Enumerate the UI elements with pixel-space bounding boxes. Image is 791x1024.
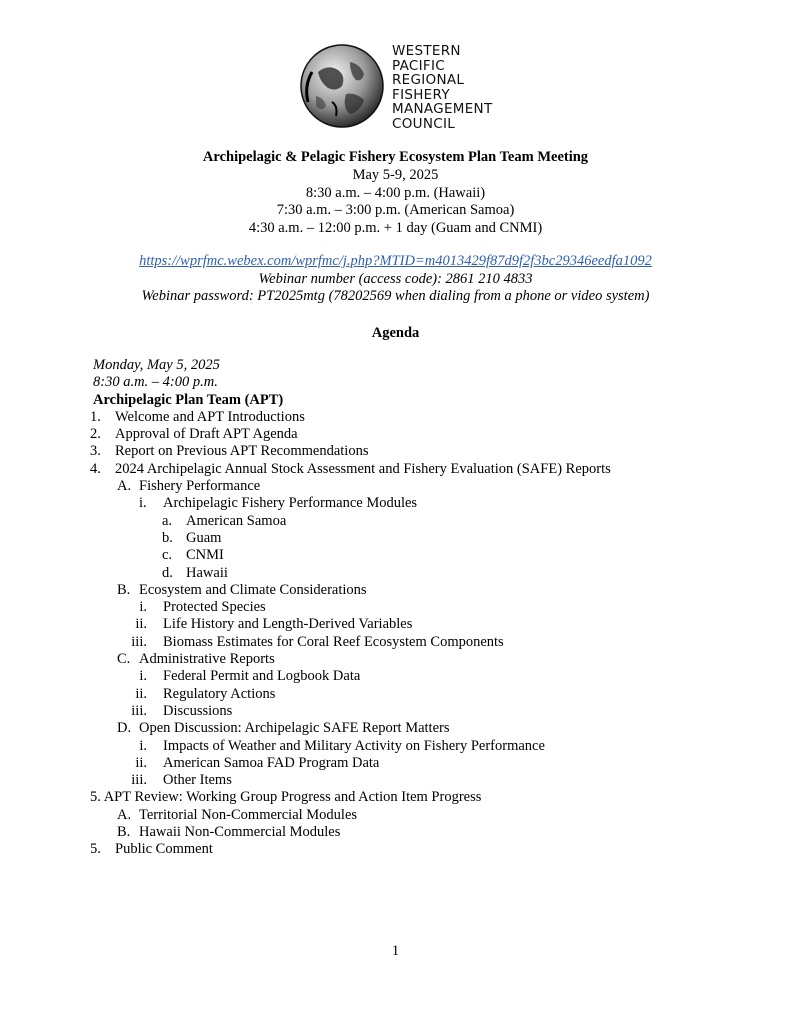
meeting-date: May 5-9, 2025 (352, 167, 439, 183)
meeting-time-american-samoa: 7:30 a.m. – 3:00 p.m. (American Samoa) (276, 202, 515, 218)
agenda-item: 1. Welcome and APT Introductions (90, 408, 305, 425)
agenda-heading: Agenda (371, 325, 420, 341)
agenda-subitem: i. Impacts of Weather and Military Activity on Fishery Performance (139, 737, 545, 754)
agenda-subitem: A. Fishery Performance (117, 478, 261, 495)
agenda-subitem: a. American Samoa (162, 512, 287, 529)
agenda-subitem: i. Federal Permit and Logbook Data (139, 668, 361, 685)
meeting-title: Archipelagic & Pelagic Fishery Ecosystem Plan Team Meeting (202, 149, 589, 165)
logo-line: FISHERY (392, 86, 450, 103)
agenda-subitem: C. Administrative Reports (117, 651, 275, 668)
meeting-time-hawaii: 8:30 a.m. – 4:00 p.m. (Hawaii) (305, 184, 486, 201)
meeting-time-guam-cnmi: 4:30 a.m. – 12:00 p.m. + 1 day (Guam and CNMI) (248, 219, 543, 236)
page-number: 1 (391, 943, 400, 959)
session-day: Monday, May 5, 2025 (93, 357, 220, 373)
agenda-subitem: A. Territorial Non-Commercial Modules (117, 806, 358, 823)
agenda-subitem: B. Hawaii Non-Commercial Modules (117, 824, 341, 841)
agenda-item: 5. APT Review: Working Group Progress and Action Item Progress (90, 789, 482, 806)
logo-line: COUNCIL (392, 115, 456, 132)
session-time: 8:30 a.m. – 4:00 p.m. (93, 374, 218, 391)
agenda-subitem: c. CNMI (162, 547, 224, 564)
agenda-subitem: D. Open Discussion: Archipelagic SAFE Report Matters (117, 720, 450, 737)
agenda-subitem: d. Hawaii (162, 564, 228, 581)
webinar-number: Webinar number (access code): 2861 210 4833 (258, 270, 533, 287)
agenda-subitem: b. Guam (162, 529, 222, 546)
agenda-subitem: ii. American Samoa FAD Program Data (135, 754, 380, 771)
logo-line: MANAGEMENT (392, 101, 493, 117)
webinar-password: Webinar password: PT2025mtg (78202569 when dialing from a phone or video system) (141, 288, 650, 304)
meeting-schedule (0, 167, 791, 237)
agenda-subitem: iii. Discussions (131, 702, 233, 719)
agenda-item: 2. Approval of Draft APT Agenda (90, 426, 298, 443)
agenda-subitem: i. Archipelagic Fishery Performance Modules (139, 495, 418, 512)
agenda-body (90, 357, 753, 859)
agenda-subitem: iii. Biomass Estimates for Coral Reef Ecosystem Components (131, 633, 504, 650)
logo-line: REGIONAL (392, 72, 465, 88)
agenda-item: 3. Report on Previous APT Recommendations (90, 443, 369, 460)
webinar-info (0, 253, 791, 306)
session-group: Archipelagic Plan Team (APT) (93, 391, 284, 408)
agenda-item: 4. 2024 Archipelagic Annual Stock Assessment and Fishery Evaluation (SAFE) Reports (90, 460, 611, 477)
agenda-subitem: iii. Other Items (131, 772, 232, 789)
logo-line: WESTERN (392, 43, 461, 59)
council-name (392, 44, 493, 131)
logo-line: PACIFIC (392, 57, 445, 74)
agenda-subitem: i. Protected Species (139, 599, 266, 616)
agenda-subitem: ii. Life History and Length-Derived Variables (135, 616, 413, 633)
globe-icon (298, 42, 386, 130)
webinar-link[interactable]: https://wprfmc.webex.com/wprfmc/j.php?MTID=m4013429f87d9f2f3bc29346eedfa1092 (139, 253, 652, 269)
council-logo (298, 42, 508, 134)
agenda-subitem: B. Ecosystem and Climate Considerations (117, 581, 367, 598)
agenda-subitem: ii. Regulatory Actions (135, 685, 276, 702)
agenda-item: 5. Public Comment (90, 841, 213, 858)
